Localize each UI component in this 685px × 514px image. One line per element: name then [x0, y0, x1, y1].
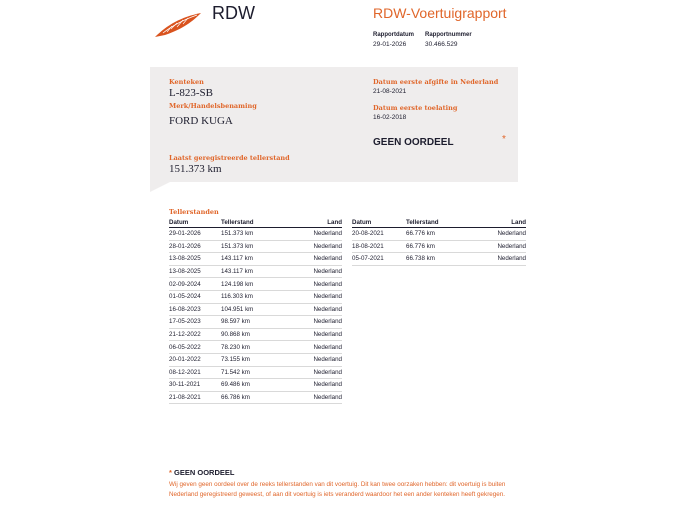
table-row — [169, 366, 342, 379]
table-row — [352, 228, 526, 241]
footnote-title-text: GEEN OORDEEL — [174, 468, 235, 477]
cell-odometer: 143.117 km — [221, 265, 285, 278]
cell-odometer: 78.230 km — [221, 341, 285, 354]
cell-date: 16-08-2023 — [169, 303, 221, 316]
report-title: RDW-Voertuigrapport — [373, 5, 507, 21]
footnote-text: Wij geven geen oordeel over de reeks tellerstanden van dit voertuig. Dit kan twee oorzaken hebben: dit voertuig is buiten Nederland geregistreerd geweest, of aan dit voertuig is iets veranderd waardoor het een ander kenteken heeft gekregen. — [169, 481, 506, 498]
table-row — [169, 379, 342, 392]
cell-date: 13-08-2025 — [169, 265, 221, 278]
verdict-footnote-mark: * — [502, 134, 506, 145]
odometer-table-right — [352, 218, 526, 266]
table-row — [169, 328, 342, 341]
report-number: 30.466.529 — [425, 41, 458, 48]
cell-date: 20-08-2021 — [352, 228, 406, 241]
cell-country: Nederland — [285, 353, 342, 366]
table-row — [169, 316, 342, 329]
cell-odometer: 143.117 km — [221, 253, 285, 266]
first-admission-label: Datum eerste toelating — [373, 104, 458, 112]
cell-date: 06-05-2022 — [169, 341, 221, 354]
cell-country: Nederland — [285, 278, 342, 291]
cell-date: 05-07-2021 — [352, 253, 406, 266]
rdw-logo-icon — [153, 11, 203, 39]
cell-date: 01-05-2024 — [169, 290, 221, 303]
cell-country: Nederland — [285, 366, 342, 379]
footnote-mark: * — [169, 468, 172, 477]
plate-label: Kenteken — [169, 78, 204, 86]
table-row — [352, 240, 526, 253]
cell-date: 18-08-2021 — [352, 240, 406, 253]
cell-country: Nederland — [285, 228, 342, 241]
cell-date: 02-09-2024 — [169, 278, 221, 291]
cell-date: 28-01-2026 — [169, 240, 221, 253]
cell-date: 20-01-2022 — [169, 353, 221, 366]
brand-name: RDW — [212, 3, 255, 23]
cell-odometer: 71.542 km — [221, 366, 285, 379]
footnote-title — [169, 468, 234, 477]
cell-country: Nederland — [285, 290, 342, 303]
cell-country: Nederland — [470, 240, 526, 253]
column-header-odometer: Tellerstand — [221, 218, 285, 228]
table-row — [169, 253, 342, 266]
cell-odometer: 66.786 km — [221, 391, 285, 404]
cell-odometer: 66.776 km — [406, 240, 470, 253]
cell-country: Nederland — [285, 303, 342, 316]
cell-odometer: 151.373 km — [221, 228, 285, 241]
cell-odometer: 104.951 km — [221, 303, 285, 316]
make-value: FORD KUGA — [169, 115, 233, 127]
table-row — [169, 278, 342, 291]
first-issue-nl-label: Datum eerste afgifte in Nederland — [373, 78, 499, 86]
cell-odometer: 151.373 km — [221, 240, 285, 253]
cell-country: Nederland — [285, 379, 342, 392]
verdict-text: GEEN OORDEEL — [373, 137, 454, 148]
make-label: Merk/Handelsbenaming — [169, 102, 257, 110]
first-admission-value: 16-02-2018 — [373, 114, 407, 121]
report-number-label: Rapportnummer — [425, 32, 472, 38]
odometer-history-title: Tellerstanden — [169, 208, 219, 216]
plate-value: L-823-SB — [169, 87, 213, 99]
table-row — [169, 265, 342, 278]
cell-date: 17-05-2023 — [169, 316, 221, 329]
cell-date: 21-08-2021 — [169, 391, 221, 404]
cell-country: Nederland — [285, 265, 342, 278]
table-row — [169, 353, 342, 366]
cell-odometer: 124.198 km — [221, 278, 285, 291]
cell-odometer: 69.486 km — [221, 379, 285, 392]
table-row — [169, 228, 342, 241]
table-row — [169, 391, 342, 404]
cell-country: Nederland — [285, 391, 342, 404]
cell-country: Nederland — [285, 240, 342, 253]
panel-corner — [150, 182, 170, 192]
cell-country: Nederland — [285, 328, 342, 341]
cell-country: Nederland — [285, 253, 342, 266]
column-header-date: Datum — [169, 218, 221, 228]
table-row — [169, 303, 342, 316]
column-header-country: Land — [285, 218, 342, 228]
table-row — [169, 290, 342, 303]
first-issue-nl-value: 21-08-2021 — [373, 88, 407, 95]
column-header-odometer: Tellerstand — [406, 218, 470, 228]
cell-date: 21-12-2022 — [169, 328, 221, 341]
column-header-country: Land — [470, 218, 526, 228]
column-header-date: Datum — [352, 218, 406, 228]
odometer-table-left — [169, 218, 342, 404]
report-date: 29-01-2026 — [373, 41, 407, 48]
cell-date: 13-08-2025 — [169, 253, 221, 266]
cell-date: 08-12-2021 — [169, 366, 221, 379]
table-row — [169, 240, 342, 253]
cell-date: 29-01-2026 — [169, 228, 221, 241]
odometer-label: Laatst geregistreerde tellerstand — [169, 154, 290, 162]
report-date-label: Rapportdatum — [373, 32, 414, 38]
cell-odometer: 73.155 km — [221, 353, 285, 366]
cell-odometer: 90.868 km — [221, 328, 285, 341]
cell-country: Nederland — [470, 253, 526, 266]
cell-country: Nederland — [470, 228, 526, 241]
cell-odometer: 116.303 km — [221, 290, 285, 303]
cell-country: Nederland — [285, 316, 342, 329]
cell-odometer: 66.738 km — [406, 253, 470, 266]
table-row — [352, 253, 526, 266]
table-row — [169, 341, 342, 354]
cell-country: Nederland — [285, 341, 342, 354]
cell-odometer: 98.597 km — [221, 316, 285, 329]
cell-date: 30-11-2021 — [169, 379, 221, 392]
odometer-value: 151.373 km — [169, 163, 222, 175]
cell-odometer: 66.776 km — [406, 228, 470, 241]
